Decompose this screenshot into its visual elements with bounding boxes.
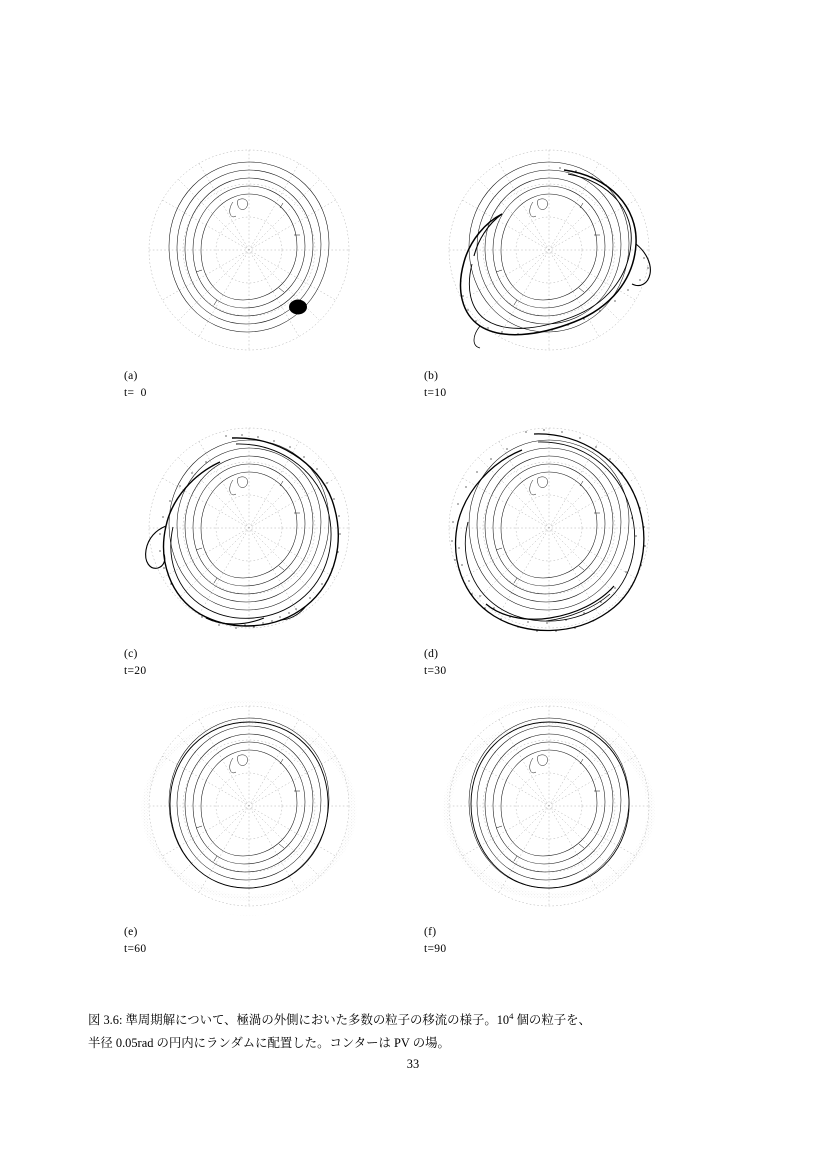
panel-a <box>114 140 414 410</box>
panel-d <box>414 418 714 688</box>
panel-a-labels <box>124 368 147 402</box>
panel-f-labels <box>424 924 446 958</box>
panel-d-svg <box>414 418 684 646</box>
panel-f-tag: (f) <box>424 926 437 938</box>
panel-f-svg <box>414 696 684 924</box>
caption-exponent: 4 <box>509 1011 514 1021</box>
panel-e <box>114 696 414 966</box>
page-number: 33 <box>406 1057 420 1071</box>
panel-b <box>414 140 714 410</box>
panel-a-tag: (a) <box>124 370 138 382</box>
panel-f-plot <box>414 696 684 924</box>
panel-b-tag: (b) <box>424 370 439 382</box>
panel-f <box>414 696 714 966</box>
caption-prefix: 図 3.6: 準周期解について、極渦の外側においた多数の粒子の移流の様子。10 <box>88 1013 510 1028</box>
particle-cloud-e <box>136 700 360 916</box>
panel-e-tag: (e) <box>124 926 138 938</box>
panel-f-time: t=90 <box>424 943 447 955</box>
panel-c-plot <box>114 418 384 646</box>
panel-e-plot <box>114 696 384 924</box>
figure-3-6 <box>96 140 736 985</box>
panel-b-plot <box>414 140 684 368</box>
panel-a-svg <box>114 140 384 368</box>
panel-b-labels <box>424 368 446 402</box>
panel-d-tag: (d) <box>424 648 439 660</box>
panel-e-labels <box>124 924 146 958</box>
panel-c-time: t=20 <box>124 665 147 677</box>
particle-filament-d <box>451 429 645 631</box>
panel-a-time: t= 0 <box>124 387 147 399</box>
panel-e-svg <box>114 696 384 924</box>
panel-c <box>114 418 414 688</box>
panel-d-plot <box>414 418 684 646</box>
panel-b-time: t=10 <box>424 387 447 399</box>
panel-b-svg <box>414 140 684 368</box>
panel-c-tag: (c) <box>124 648 138 660</box>
panel-a-plot <box>114 140 384 368</box>
panel-e-time: t=60 <box>124 943 147 955</box>
panel-c-svg <box>114 418 384 646</box>
particle-cloud-f <box>436 696 664 916</box>
panel-d-labels <box>424 646 446 680</box>
figure-caption <box>88 1005 748 1055</box>
caption-line-2: 半径 0.05rad の円内にランダムに配置した。コンターは PV の場。 <box>88 1036 450 1051</box>
panel-c-labels <box>124 646 146 680</box>
caption-middle: 個の粒子を、 <box>513 1013 591 1028</box>
panel-d-time: t=30 <box>424 665 447 677</box>
